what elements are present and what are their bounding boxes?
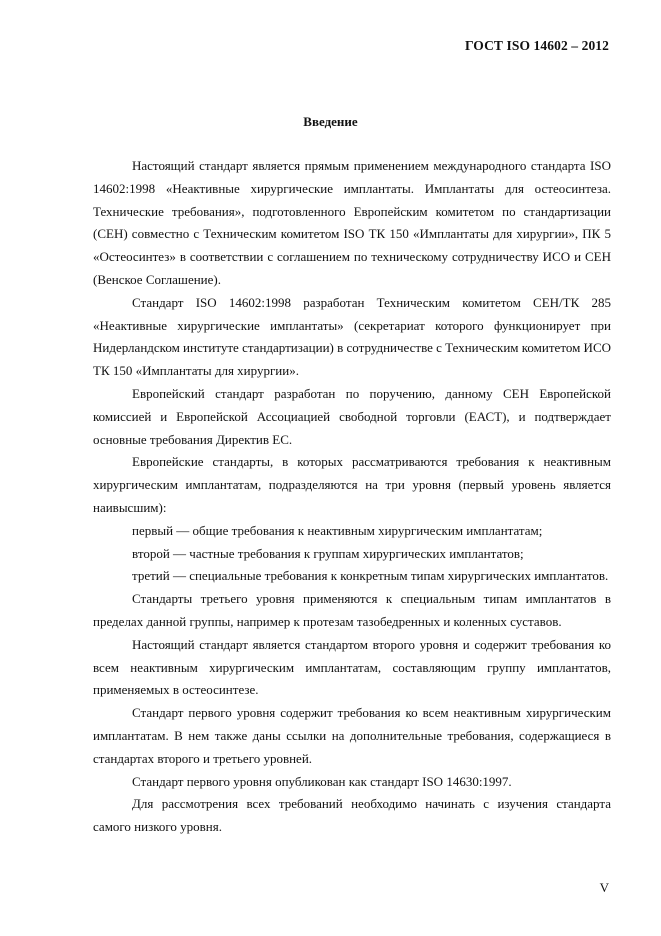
paragraph: Стандарт ISO 14602:1998 разработан Техническим комитетом СЕН/ТК 285 «Неактивные хирургические имплантаты» (секретариат которого функционирует при Нидерландском институте стандартизации) в сотрудничестве с Техническим комитетом ИСО ТК 150 «Имплантаты для хирургии». [93, 294, 612, 379]
paragraph: Настоящий стандарт является стандартом второго уровня и содержит требования ко всем неактивным хирургическим имплантатам, составляющим группу имплантатов, применяемых в остеосинтезе. [93, 636, 611, 698]
document-body [93, 155, 611, 839]
page-number: V [599, 880, 609, 895]
paragraph: Стандарт первого уровня опубликован как стандарт ISO 14630:1997. [132, 773, 512, 789]
list-item: первый — общие требования к неактивным хирургическим имплантатам; [132, 522, 543, 538]
document-header: ГОСТ ISO 14602 – 2012 [464, 38, 609, 53]
list-item: второй — частные требования к группам хирургических имплантатов; [132, 545, 524, 561]
list-item: третий — специальные требования к конкретным типам хирургических имплантатов. [132, 568, 609, 584]
paragraph: Стандарты третьего уровня применяются к специальным типам имплантатов в пределах данной группы, например к протезам тазобедренных и коленных суставов. [93, 591, 611, 629]
section-title: Введение [303, 114, 358, 129]
paragraph: Стандарт первого уровня содержит требования ко всем неактивным хирургическим имплантатам. В нем также даны ссылки на дополнительные требования, содержащиеся в стандартах второго и третьего уровней. [93, 705, 611, 766]
paragraph: Европейские стандарты, в которых рассматриваются требования к неактивным хирургическим имплантатам, подразделяются на три уровня (первый уровень является наивысшим): [93, 454, 611, 515]
paragraph: Европейский стандарт разработан по поручению, данному СЕН Европейской комиссией и Европейской Ассоциацией свободной торговли (ЕАСТ), и подтверждает основные требования Директив ЕС. [93, 385, 611, 447]
paragraph: Настоящий стандарт является прямым применением международного стандарта ISO 14602:1998 «Неактивные хирургические имплантаты. Имплантаты для остеосинтеза. Технические требования», подготовленного Европейским комитетом по стандартизации (СЕН) совместно с Техническим комитетом ISO ТК 150 «Имплантаты для хирургии», ПК 5 «Остеосинтез» в соответствии с соглашением по техническому сотрудничеству ИСО и СЕН (Венское Соглашение). [93, 158, 611, 287]
paragraph: Для рассмотрения всех требований необходимо начинать с изучения стандарта самого низкого уровня. [93, 796, 611, 835]
